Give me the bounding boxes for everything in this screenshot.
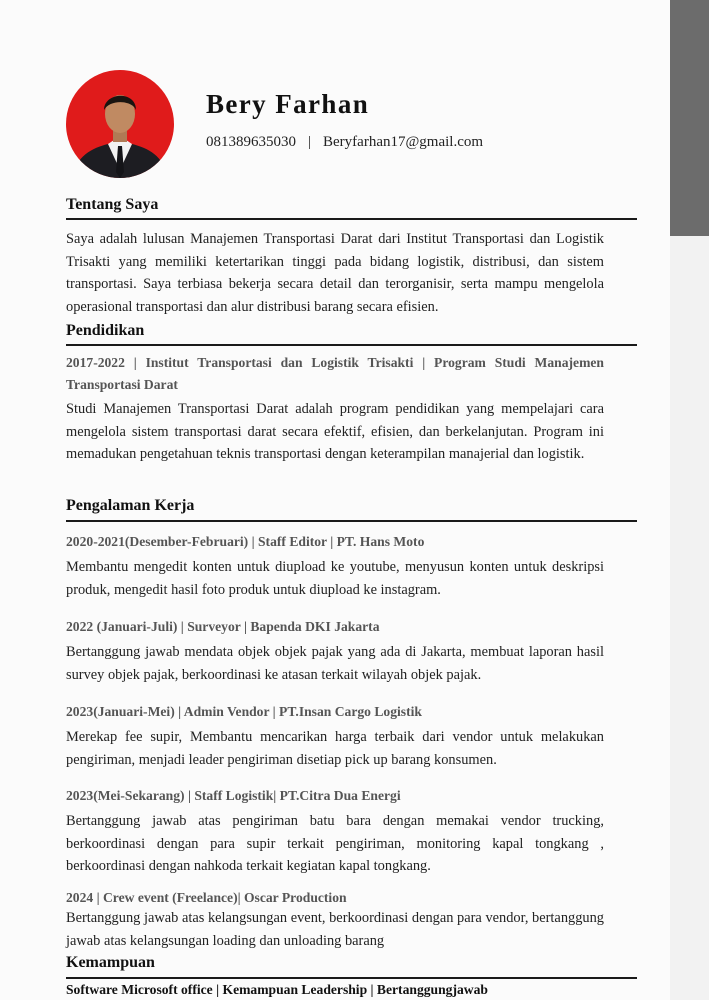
experience-divider	[66, 520, 637, 522]
email-address: Beryfarhan17@gmail.com	[323, 134, 484, 150]
contact-info	[206, 134, 483, 151]
about-divider	[66, 218, 637, 220]
skills-divider	[66, 977, 637, 979]
experience-text: Bertanggung jawab atas kelangsungan event, berkoordinasi dengan para vendor, bertanggung jawab atas kelangsungan loading dan unloading barang	[66, 910, 604, 949]
experience-title: 2024 | Crew event (Freelance)| Oscar Production	[66, 890, 347, 905]
experience-text: Bertanggung jawab mendata objek objek pajak yang ada di Jakarta, membuat laporan hasil survey objek pajak, berkoordinasi ke atasan terkait wilayah objek pajak.	[66, 644, 604, 683]
about-text: Saya adalah lulusan Manajemen Transportasi Darat dari Institut Transportasi dan Logistik Trisakti yang memiliki ketertarikan tinggi pada bidang logistik, distribusi, dan sistem transportasi. Saya terbiasa bekerja secara detail dan terorganisir, serta mampu mengelola operasional transportasi dan alur distribusi barang secara efisien.	[66, 231, 604, 316]
scroll-thumb[interactable]	[670, 0, 709, 236]
skills-list: Software Microsoft office | Kemampuan Leadership | Bertanggungjawab	[66, 982, 488, 997]
scrollbar[interactable]	[670, 0, 709, 1000]
experience-title: 2023(Mei-Sekarang) | Staff Logistik| PT.Citra Dua Energi	[66, 788, 401, 803]
experience-text: Membantu mengedit konten untuk diupload ke youtube, menyusun konten untuk deskripsi produk, mengedit hasil foto produk untuk diupload ke instagram.	[66, 559, 604, 598]
education-divider	[66, 344, 637, 346]
education-title: 2017-2022 | Institut Transportasi dan Logistik Trisakti | Program Studi Manajemen Transportasi Darat	[66, 355, 604, 392]
experience-text: Bertanggung jawab atas pengiriman batu bara dengan memakai vendor trucking, berkoordinasi dengan para supir terkait pengiriman, monitoring kapal tongkang , berkoordinasi dengan nahkoda terkait kegiatan kapal tongkang.	[66, 813, 604, 875]
experience-title: 2020-2021(Desember-Februari) | Staff Editor | PT. Hans Moto	[66, 534, 425, 549]
education-heading: Pendidikan	[66, 322, 145, 339]
phone-number: 081389635030	[206, 134, 296, 150]
contact-separator: |	[308, 134, 312, 150]
skills-heading: Kemampuan	[66, 954, 155, 971]
experience-title: 2022 (Januari-Juli) | Surveyor | Bapenda DKI Jakarta	[66, 619, 380, 634]
experience-title: 2023(Januari-Mei) | Admin Vendor | PT.Insan Cargo Logistik	[66, 704, 422, 719]
about-heading: Tentang Saya	[66, 196, 159, 213]
experience-text: Merekap fee supir, Membantu mencarikan harga terbaik dari vendor untuk melakukan pengiriman, menjadi leader pengiriman disetiap pick up barang konsumen.	[66, 729, 604, 768]
education-text: Studi Manajemen Transportasi Darat adalah program pendidikan yang mempelajari cara mengelola sistem transportasi darat secara efektif, efisien, dan berkelanjutan. Program ini memadukan pengetahuan teknis transportasi dengan keterampilan manajerial dan logistik.	[66, 401, 604, 463]
avatar	[66, 70, 174, 178]
experience-heading: Pengalaman Kerja	[66, 497, 195, 514]
candidate-name: Bery Farhan	[206, 89, 370, 119]
